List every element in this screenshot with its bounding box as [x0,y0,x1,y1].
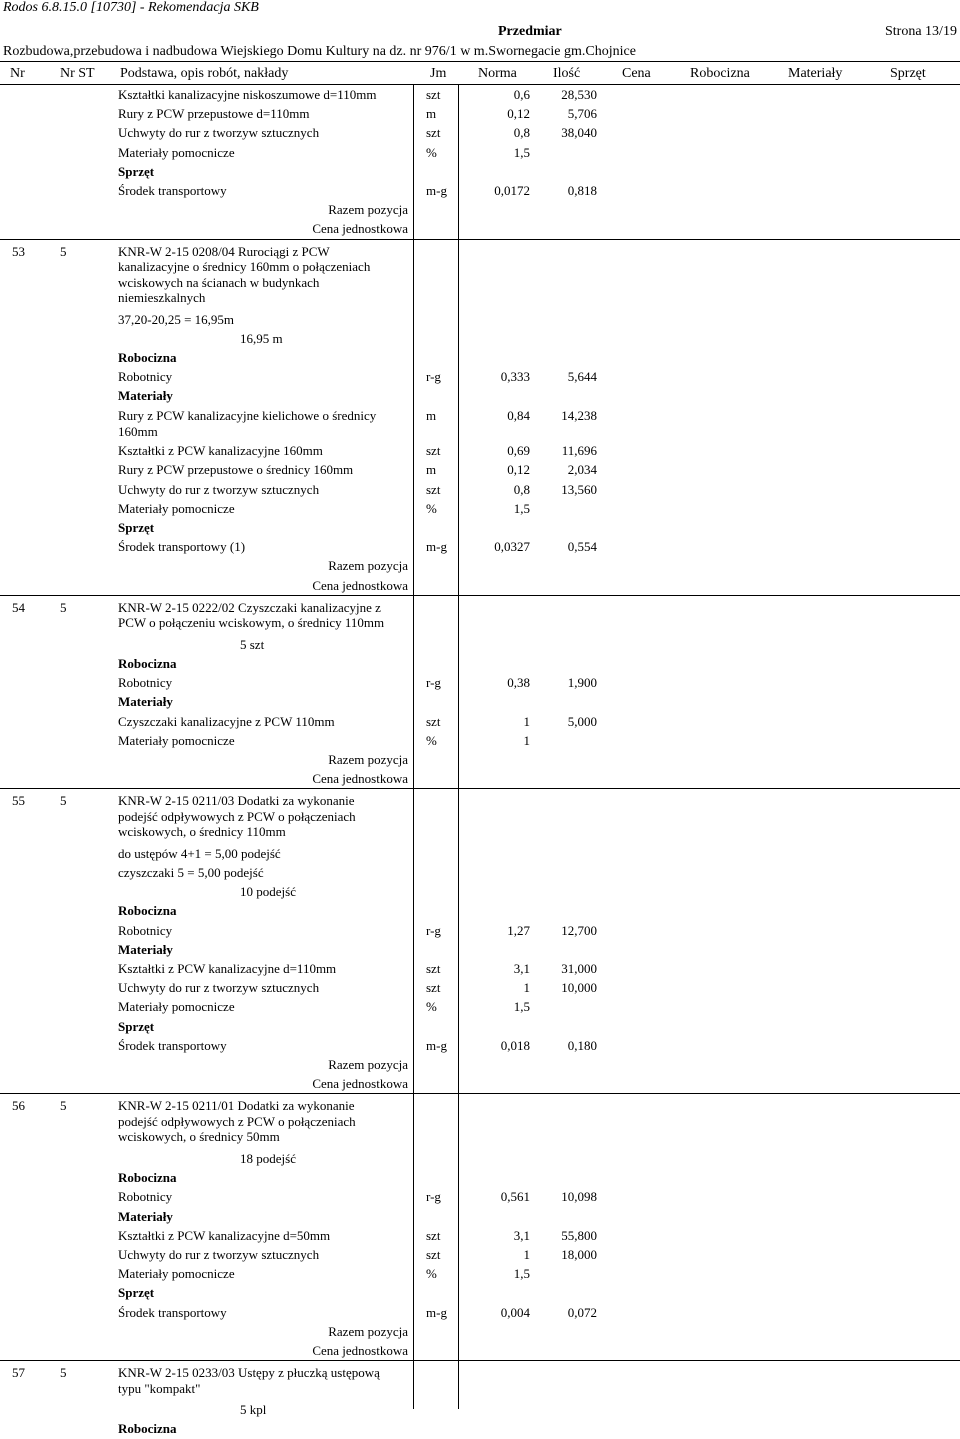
resource-name: Uchwyty do rur z tworzyw sztucznych [118,125,320,141]
resource-norm: 1,5 [513,1266,530,1282]
resource-name-continued: 160mm [118,423,158,439]
resource-name: Środek transportowy [118,1304,227,1320]
resource-quantity: 5,000 [567,713,597,729]
resource-name: Kształtki z PCW kanalizacyjne d=50mm [118,1227,331,1243]
resource-quantity: 31,000 [561,961,597,977]
position-st-number: 5 [60,243,67,259]
position-description: kanalizacyjne o średnicy 160mm o połączeniach [118,259,371,275]
resource-norm: 3,1 [513,961,530,977]
quantity-text: 18 podejść [240,1150,296,1166]
position-quantity [0,635,960,654]
resource-quantity: 5,644 [567,369,597,385]
resource-section [0,940,960,959]
position-description: KNR-W 2-15 0211/03 Dodatki za wykonanie [118,793,355,809]
resource-quantity: 1,900 [567,675,597,691]
position-total [0,750,960,769]
resource-name: Środek transportowy (1) [118,539,246,555]
resource-norm: 0,12 [507,462,530,478]
section-label: Robocizna [118,350,177,365]
total-label: Razem pozycja [328,202,408,218]
resource-row [0,143,960,162]
quantity-text: 5 kpl [240,1402,267,1418]
section-label: Materiały [118,694,173,710]
position-description: KNR-W 2-15 0208/04 Rurociągi z PCW [118,243,330,259]
position-st-number: 5 [60,1365,67,1381]
total-label: Cena jednostkowa [312,771,408,787]
resource-row [0,537,960,556]
position-number: 56 [12,1098,25,1114]
resource-unit: szt [426,1227,441,1243]
resource-name: Materiały pomocnicze [118,500,235,516]
resource-unit: szt [426,713,441,729]
resource-row [0,85,960,104]
position-number: 55 [12,793,25,809]
resource-unit: szt [426,87,441,102]
position-number: 57 [12,1365,25,1381]
resource-quantity: 5,706 [567,106,597,122]
section-label: Robocizna [118,1421,177,1437]
position-description: typu "kompakt" [118,1380,201,1396]
resource-name: Czyszczaki kanalizacyjne z PCW 110mm [118,713,335,729]
resource-unit: szt [426,481,441,497]
resource-row [0,712,960,731]
position-total [0,200,960,219]
position-description: podejść odpływowych z PCW o połączeniach [118,808,356,824]
resource-norm: 1 [523,732,530,748]
position-description: wciskowych, o średnicy 110mm [118,824,286,840]
position-description: KNR-W 2-15 0211/01 Dodatki za wykonanie [118,1098,355,1114]
section-label: Materiały [118,388,173,404]
resource-norm: 1,27 [507,922,530,938]
section-label: Sprzęt [118,1018,155,1034]
resource-row [0,1187,960,1206]
resource-section [0,1283,960,1302]
resource-row [0,499,960,518]
resource-row [0,480,960,499]
total-label: Razem pozycja [328,1057,408,1073]
resource-norm: 0,6 [513,87,530,102]
resource-unit: m [426,462,437,478]
resource-unit: m [426,407,437,423]
resource-unit: szt [426,961,441,977]
resource-quantity: 55,800 [561,1227,597,1243]
project-name: Rozbudowa,przebudowa i nadbudowa Wiejskiego Domu Kultury na dz. nr 976/1 w m.Swornegacie gm.Chojnice [3,44,636,59]
resource-norm: 1,5 [513,144,530,160]
position-total [0,576,960,595]
resource-row [0,181,960,200]
total-label: Cena jednostkowa [312,221,408,237]
resource-norm: 1 [523,1246,530,1262]
position-quantity [0,329,960,348]
resource-norm: 0,8 [513,125,530,141]
resource-row [0,441,960,460]
position-total [0,1055,960,1074]
col-materialy: Materiały [788,66,843,81]
resource-norm: 0,0172 [494,183,530,198]
resource-unit: % [426,500,437,516]
col-nr: Nr [10,66,25,81]
position-quantity [0,1149,960,1168]
resource-unit: m-g [426,539,447,555]
position-description: niemieszkalnych [118,290,206,306]
resource-section [0,162,960,181]
section-label: Sprzęt [118,519,155,535]
position-total [0,556,960,575]
position-total [0,1074,960,1093]
resource-name: Robotnicy [118,675,173,691]
resource-unit: r-g [426,922,441,938]
resource-name: Uchwyty do rur z tworzyw sztucznych [118,1246,320,1262]
resource-quantity: 11,696 [561,443,597,459]
resource-name: Kształtki z PCW kanalizacyjne d=110mm [118,961,337,977]
resource-unit: % [426,144,437,160]
resource-section [0,1168,960,1187]
position-st-number: 5 [60,1098,67,1114]
resource-norm: 0,69 [507,443,530,459]
resource-row [0,104,960,123]
total-label: Razem pozycja [328,558,408,574]
section-label: Materiały [118,1208,173,1224]
section-label: Sprzęt [118,163,155,179]
resource-name: Robotnicy [118,369,173,385]
resource-row [0,978,960,997]
section-label: Robocizna [118,903,177,919]
resource-section [0,654,960,673]
resource-unit: m [426,106,437,122]
resource-row [0,1264,960,1283]
resource-row [0,367,960,386]
position-description: PCW o połączeniu wciskowym, o średnicy 110mm [118,615,385,631]
resource-row [0,1036,960,1055]
document-title: Przedmiar [498,24,562,39]
resource-norm: 0,018 [500,1037,530,1053]
quantity-calculation [0,310,960,329]
col-description: Podstawa, opis robót, nakłady [120,66,289,81]
resource-name: Materiały pomocnicze [118,144,235,160]
position-header [0,239,960,310]
resource-name: Rury z PCW kanalizacyjne kielichowe o średnicy [118,407,377,423]
resource-unit: m-g [426,183,447,198]
calculation-text: 37,20-20,25 = 16,95m [118,311,235,327]
resource-norm: 0,12 [507,106,530,122]
resource-norm: 1 [523,980,530,996]
resource-norm: 0,333 [500,369,530,385]
resource-section [0,1017,960,1036]
resource-unit: m-g [426,1037,447,1053]
quantity-text: 5 szt [240,636,265,652]
resource-quantity: 2,034 [567,462,597,478]
resource-quantity: 28,530 [561,87,597,102]
resource-row [0,921,960,940]
resource-norm: 3,1 [513,1227,530,1243]
resource-quantity: 38,040 [561,125,597,141]
position-description: wciskowych, o średnicy 50mm [118,1129,280,1145]
resource-unit: szt [426,443,441,459]
resource-unit: szt [426,980,441,996]
resource-norm: 0,004 [500,1304,530,1320]
resource-row [0,1303,960,1322]
resource-row [0,406,960,442]
resource-name: Środek transportowy [118,1037,227,1053]
resource-norm: 1,5 [513,999,530,1015]
resource-quantity: 10,000 [561,980,597,996]
position-total [0,219,960,238]
resource-unit: % [426,1266,437,1282]
resource-row [0,673,960,692]
resource-name: Kształtki kanalizacyjne niskoszumowe d=110mm [118,87,377,102]
section-label: Sprzęt [118,1285,155,1301]
resource-section [0,901,960,920]
resource-row [0,959,960,978]
position-quantity [0,1400,960,1419]
total-label: Cena jednostkowa [312,1076,408,1092]
col-ilosc: Ilość [553,66,581,81]
resource-norm: 0,561 [500,1189,530,1205]
col-nr-st: Nr ST [60,66,95,81]
resource-unit: m-g [426,1304,447,1320]
position-description: KNR-W 2-15 0222/02 Czyszczaki kanalizacyjne z [118,599,381,615]
resource-row [0,123,960,142]
col-jm: Jm [430,66,447,81]
resource-norm: 0,84 [507,407,530,423]
resource-unit: r-g [426,369,441,385]
resource-quantity: 0,818 [567,183,597,198]
resource-quantity: 0,180 [567,1037,597,1053]
calculation-text: czyszczaki 5 = 5,00 podejść [118,865,264,881]
resource-section [0,518,960,537]
position-st-number: 5 [60,793,67,809]
resource-section [0,1419,960,1438]
quantity-text: 10 podejść [240,884,296,900]
resource-row [0,997,960,1016]
col-cena: Cena [622,66,651,81]
resource-row [0,1226,960,1245]
position-header [0,1360,960,1400]
total-label: Razem pozycja [328,751,408,767]
resource-norm: 1 [523,713,530,729]
resource-quantity: 10,098 [561,1189,597,1205]
resource-name: Rury z PCW przepustowe o średnicy 160mm [118,462,354,478]
resource-name: Robotnicy [118,1189,173,1205]
resource-row [0,731,960,750]
position-header [0,1093,960,1149]
resource-quantity: 0,072 [567,1304,597,1320]
position-number: 54 [12,599,25,615]
resource-row [0,460,960,479]
resource-name: Materiały pomocnicze [118,999,235,1015]
position-header [0,595,960,635]
resource-unit: r-g [426,675,441,691]
resource-name: Materiały pomocnicze [118,1266,235,1282]
col-norma: Norma [478,66,517,81]
resource-row [0,1245,960,1264]
resource-norm: 0,38 [507,675,530,691]
resource-norm: 0,0327 [494,539,530,555]
resource-quantity: 12,700 [561,922,597,938]
resource-quantity: 0,554 [567,539,597,555]
col-robocizna: Robocizna [690,66,750,81]
resource-unit: r-g [426,1189,441,1205]
position-header [0,788,960,844]
total-label: Cena jednostkowa [312,577,408,593]
position-description: KNR-W 2-15 0233/03 Ustępy z płuczką ustępową [118,1365,380,1381]
resource-name: Środek transportowy [118,183,227,198]
col-sprzet: Sprzęt [890,66,926,81]
quantity-text: 16,95 m [240,330,283,346]
position-quantity [0,882,960,901]
resource-unit: szt [426,125,441,141]
quantity-calculation [0,863,960,882]
position-total [0,769,960,788]
resource-name: Uchwyty do rur z tworzyw sztucznych [118,980,320,996]
page-number: Strona 13/19 [885,24,957,39]
total-label: Razem pozycja [328,1323,408,1339]
resource-name: Kształtki z PCW kanalizacyjne 160mm [118,443,323,459]
position-number: 53 [12,243,25,259]
resource-name: Robotnicy [118,922,173,938]
resource-unit: szt [426,1246,441,1262]
resource-section [0,1207,960,1226]
section-label: Robocizna [118,1170,177,1186]
resource-name: Materiały pomocnicze [118,732,235,748]
column-header-row [0,61,960,85]
resource-quantity: 14,238 [561,407,597,423]
position-total [0,1341,960,1360]
section-label: Robocizna [118,655,177,671]
resource-section [0,386,960,405]
position-st-number: 5 [60,599,67,615]
resource-name: Rury z PCW przepustowe d=110mm [118,106,310,122]
app-title: Rodos 6.8.15.0 [10730] - Rekomendacja SKB [3,0,259,15]
resource-quantity: 13,560 [561,481,597,497]
position-total [0,1322,960,1341]
resource-norm: 1,5 [513,500,530,516]
resource-name: Uchwyty do rur z tworzyw sztucznych [118,481,320,497]
quantity-calculation [0,844,960,863]
section-label: Materiały [118,941,173,957]
calculation-text: do ustępów 4+1 = 5,00 podejść [118,845,281,861]
resource-quantity: 18,000 [561,1246,597,1262]
position-description: wciskowych na ścianach w budynkach [118,274,320,290]
total-label: Cena jednostkowa [312,1342,408,1358]
resource-norm: 0,8 [513,481,530,497]
resource-section [0,692,960,711]
resource-unit: % [426,732,437,748]
position-description: podejść odpływowych z PCW o połączeniach [118,1113,356,1129]
resource-unit: % [426,999,437,1015]
resource-section [0,348,960,367]
